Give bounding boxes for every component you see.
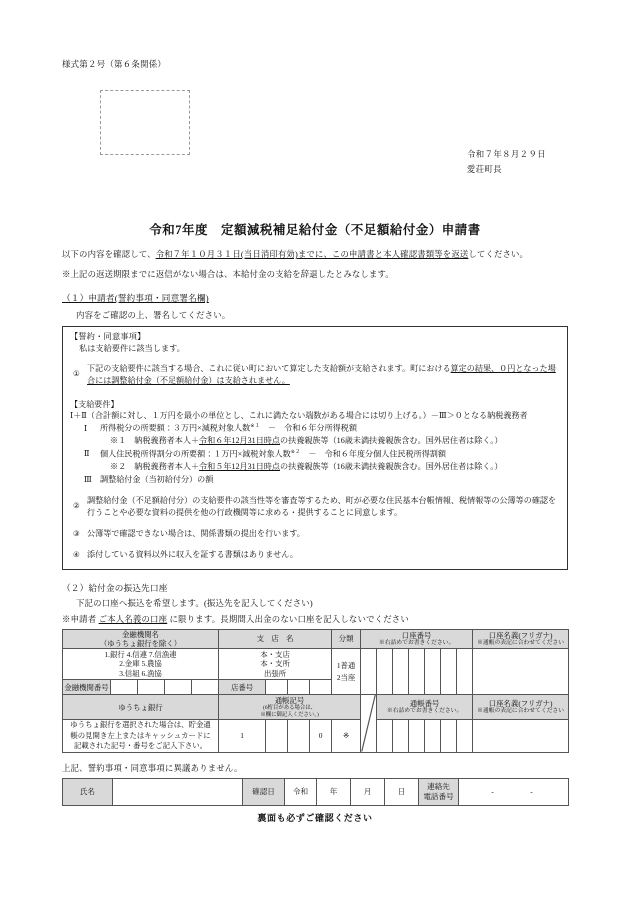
requirement-3-text: 調整給付金（当初給付分）の額	[100, 474, 214, 484]
section-2-note-2-a: ※申請者	[62, 614, 97, 624]
requirement-note-1-underline: 令和６年12月31日時点	[199, 436, 280, 446]
document-date: 令和７年８月２９日	[467, 150, 546, 159]
pledge-item-3-text: 公簿等で確認できない場合は、関係書類の提出を行います。	[87, 529, 305, 539]
stamp-box	[100, 90, 190, 155]
branch-type-1: 本・支店	[260, 649, 290, 659]
account-number-digit-6[interactable]	[441, 649, 457, 695]
requirement-2-numeral: Ⅱ	[84, 449, 90, 459]
yuucho-entry-row	[63, 720, 569, 753]
signature-row	[63, 778, 569, 805]
kigo-digit-3[interactable]	[288, 720, 310, 753]
section-2-note-1: 下記の口座へ振込を希望します。(振込先を記入してください)	[76, 598, 313, 608]
yuucho-note-l2: 帳の見開き左上またはキャッシュカードに	[70, 730, 211, 740]
tsucho-number-header-l1: 通帳番号	[409, 698, 440, 708]
form-sheet	[62, 58, 568, 824]
requirement-note-2-post: の扶養親族等（16歳未満扶養親族含む。国外居住者は除く。）	[280, 462, 503, 471]
account-kind-option-futsu[interactable]: 1普通	[336, 660, 356, 670]
requirement-2-sup: ※２	[290, 448, 301, 455]
account-name-header-2	[473, 695, 569, 720]
confirm-date-label: 確認日	[243, 778, 285, 805]
pledge-item-1-text-a: 下記の支給要件に該当する場合、これに従い町において算定した支給額が支給されます。町における	[87, 364, 451, 374]
tsucho-kigo-header-l3: ※欄に御記入ください。)	[260, 711, 319, 718]
requirement-2-text: 個人住民税所得割分の所要額：１万円×減税対象人数	[100, 449, 291, 459]
pledge-item-2	[70, 495, 560, 519]
pledge-item-1-body	[87, 363, 560, 387]
tsucho-number-digit-1[interactable]	[377, 720, 393, 753]
section-2-note-2-underline: ご本人名義の口座	[98, 614, 168, 624]
telephone-separator-1: -	[491, 787, 494, 797]
requirement-note-2	[70, 461, 560, 474]
account-kind-option-toza[interactable]: 2当座	[336, 672, 356, 682]
branch-name-input[interactable]	[219, 649, 332, 680]
pledge-title: 【誓約・同意事項】	[70, 332, 146, 342]
requirement-1-text: 所得税分の所要額：３万円×減税対象人数	[100, 423, 251, 433]
pledge-item-2-text-b: 行うことや必要な資料の提供を他の行政機関等に求める・提供することに同意します。	[87, 508, 403, 518]
bank-code-digit-1[interactable]	[111, 680, 138, 695]
pledge-item-1	[70, 363, 560, 387]
signature-section	[62, 762, 568, 824]
requirement-1-numeral: Ⅰ	[84, 423, 88, 433]
bank-entry-row	[63, 649, 569, 680]
branch-code-digit-1[interactable]	[266, 680, 288, 695]
year-input[interactable]: 年	[317, 778, 351, 805]
requirement-note-2-underline: 令和５年12月31日時点	[199, 462, 280, 471]
requirement-1-text2: － 令和６年分所得税額	[259, 423, 357, 433]
bank-code-list-3: 3.信組 6.漁協	[119, 668, 162, 678]
yuucho-note-l1: ゆうちょ銀行を選択された場合は、貯金通	[70, 720, 211, 730]
kigo-digit-1[interactable]: 1	[219, 720, 266, 753]
lead-text-b: してください。	[468, 250, 529, 259]
bank-table-header-row	[63, 629, 569, 649]
telephone-separator-2: -	[530, 787, 533, 797]
section-2-note-2	[62, 613, 568, 625]
pledge-item-4-text: 添付している資料以外に収入を証する書類はありません。	[87, 550, 298, 560]
signature-table	[62, 778, 569, 806]
yuucho-note-l3: 記載された記号・番号をご記入下さい。	[74, 741, 208, 751]
bank-code-label: 金融機関番号	[63, 680, 111, 695]
lead-paragraph	[62, 248, 568, 262]
lead-paragraph-2: ※上記の返送期限までに返信がない場合は、本給付金の支給を辞退したとみなします。	[62, 269, 394, 279]
pledge-item-4	[70, 549, 560, 561]
tsucho-number-digit-4[interactable]	[425, 720, 441, 753]
section-2	[62, 582, 568, 753]
telephone-label-l1: 連絡先	[427, 782, 450, 792]
pledge-item-2-number: ②	[73, 501, 80, 511]
tsucho-number-header	[377, 695, 473, 720]
kind-header: 分類	[332, 629, 361, 649]
branch-name-header: 支 店 名	[219, 629, 332, 649]
account-number-digit-3[interactable]	[393, 649, 409, 695]
pledge-item-2-text-a: 調整給付金（不足額給付分）の支給要件の該当性等を審査等するため、町が必要な住民基本台帳情報、税情報等の公簿等の確認を	[87, 496, 557, 506]
account-number-digit-7[interactable]	[457, 649, 473, 695]
tsucho-kigo-header-l1: 通帳記号	[274, 695, 305, 705]
branch-type-2: 本・支所	[260, 659, 290, 669]
bank-code-list-1: 1.銀行 4.信連 7.信漁連	[104, 649, 177, 659]
requirement-line-2	[70, 448, 560, 461]
bank-name-header	[63, 629, 219, 649]
tsucho-number-header-l2: ※右詰めでお書きください。	[386, 708, 463, 715]
tsucho-number-digit-2[interactable]	[393, 720, 409, 753]
branch-code-digit-2[interactable]	[288, 680, 310, 695]
bank-name-input[interactable]	[63, 649, 219, 680]
pledge-item-1-text-u2: 合には調整給付金（不足額給付金）は支給されません。	[87, 376, 290, 386]
tsucho-number-digit-6[interactable]	[457, 720, 473, 753]
pledge-lead: 私は支給要件に該当します。	[79, 344, 185, 354]
telephone-label	[419, 778, 459, 805]
requirement-line-1	[70, 422, 560, 435]
account-number-header-l1: 口座番号	[401, 630, 432, 640]
bank-code-digit-2[interactable]	[138, 680, 165, 695]
bank-code-digit-3[interactable]	[165, 680, 192, 695]
section-2-note-2-b: に限ります。長期間入出金のない口座を記入しないでください	[169, 614, 409, 624]
requirement-note-1-pre: ※１ 納税義務者本人＋	[110, 436, 200, 446]
account-name-header	[473, 629, 569, 649]
document-issuer: 愛荘町長	[466, 164, 502, 174]
telephone-input[interactable]	[459, 778, 569, 805]
requirement-3-numeral: Ⅲ	[84, 474, 92, 484]
name-label: 氏名	[63, 778, 113, 805]
era-label: 令和	[285, 778, 317, 805]
requirement-line-3	[70, 474, 560, 487]
account-name-header-2-l2: ※通帳の表記に合わせてください	[477, 708, 565, 715]
account-name-input[interactable]	[473, 649, 569, 695]
agreement-statement: 上記、誓約事項・同意事項に異議ありません。	[62, 763, 243, 773]
yuucho-instruction-note	[63, 720, 219, 753]
requirement-2-text2: － 令和６年度分個人住民税所得割額	[300, 449, 446, 459]
section-1	[62, 281, 568, 569]
pledge-item-3-number: ③	[73, 529, 80, 539]
form-number: 様式第２号（第６条関係）	[62, 60, 167, 69]
tsucho-kigo-header	[219, 695, 361, 720]
pledge-box	[62, 326, 568, 569]
account-name-header-l1: 口座名義(フリガナ)	[488, 630, 553, 640]
branch-code-digit-3[interactable]	[310, 680, 332, 695]
lead-text-a: 以下の内容を確認して、	[62, 250, 156, 259]
yuucho-header-row	[63, 695, 569, 720]
bank-name-header-l1: 金融機関名	[122, 629, 159, 639]
back-side-notice: 裏面も必ずご確認ください	[257, 812, 373, 823]
section-2-heading: （２）給付金の振込先口座	[62, 582, 168, 593]
account-name-input-2[interactable]	[473, 720, 569, 753]
account-number-digit-5[interactable]	[425, 649, 441, 695]
bank-account-table	[62, 629, 569, 753]
bank-name-header-l2: （ゆうちょ銀行を除く）	[99, 638, 182, 648]
account-number-header	[361, 629, 473, 649]
requirement-note-2-pre: ※２ 納税義務者本人＋	[110, 462, 200, 471]
tsucho-number-digit-5[interactable]	[441, 720, 457, 753]
pledge-item-2-body	[87, 495, 560, 519]
branch-code-label: 店番号	[219, 680, 266, 695]
account-number-digit-2[interactable]	[377, 649, 393, 695]
requirements-title: 【支給要件】	[70, 399, 119, 409]
requirements-formula: Ⅰ＋Ⅱ（合計額に対し、１万円を最小の単位とし、これに満たない端数がある場合には切り上げる。）－Ⅲ＞０となる納税義務者	[70, 410, 528, 420]
pledge-item-4-number: ④	[73, 550, 80, 560]
branch-type-3: 出張所	[263, 668, 287, 678]
kigo-extra-cell[interactable]: ※	[332, 720, 361, 753]
account-number-header-l2: ※右詰めでお書きください。	[378, 639, 455, 646]
pledge-item-1-number: ①	[73, 369, 80, 379]
account-number-digit-4[interactable]	[409, 649, 425, 695]
requirements-block	[70, 399, 560, 487]
telephone-label-l2: 電話番号	[423, 791, 454, 801]
tsucho-number-digit-3[interactable]	[409, 720, 425, 753]
account-number-digit-1[interactable]	[361, 649, 377, 695]
page-title: 令和7年度 定額減税補足給付金（不足額給付金）申請書	[149, 223, 481, 237]
document-header	[62, 58, 568, 203]
tsucho-kigo-header-l2: (6桁目がある場合は、	[263, 705, 317, 712]
section-1-subheading: 内容をご確認の上、署名してください。	[76, 311, 231, 321]
account-kind-selector[interactable]	[332, 649, 361, 695]
diagonal-divider-cell	[361, 695, 377, 753]
account-name-header-l2: ※通帳の表記に合わせてください	[477, 639, 565, 646]
bank-code-digit-4[interactable]	[192, 680, 219, 695]
requirement-note-1	[70, 435, 560, 448]
bank-code-list-2: 2.金庫 5.農協	[119, 659, 162, 669]
day-input[interactable]: 日	[385, 778, 419, 805]
pledge-item-1-text-u1: 算定の結果、０円となった場	[450, 364, 556, 374]
requirement-note-1-post: の扶養親族等（16歳未満扶養親族含む。国外居住者は除く。）	[280, 436, 503, 446]
kigo-digit-2[interactable]	[266, 720, 288, 753]
diagonal-line-icon	[361, 695, 376, 752]
pledge-item-3	[70, 528, 560, 540]
kigo-digit-4[interactable]: 0	[310, 720, 332, 753]
yuucho-label: ゆうちょ銀行	[63, 695, 219, 720]
lead-text-underlined: 令和７年１０月３１日(当日消印有効)までに、この申請書と本人確認書類等を返送	[155, 250, 469, 259]
month-input[interactable]: 月	[351, 778, 385, 805]
account-name-header-2-l1: 口座名義(フリガナ)	[488, 698, 553, 708]
requirement-1-sup: ※１	[250, 423, 260, 430]
name-input[interactable]	[113, 778, 243, 805]
section-1-heading: （１）申請者(誓約事項・同意署名欄)	[62, 293, 209, 304]
